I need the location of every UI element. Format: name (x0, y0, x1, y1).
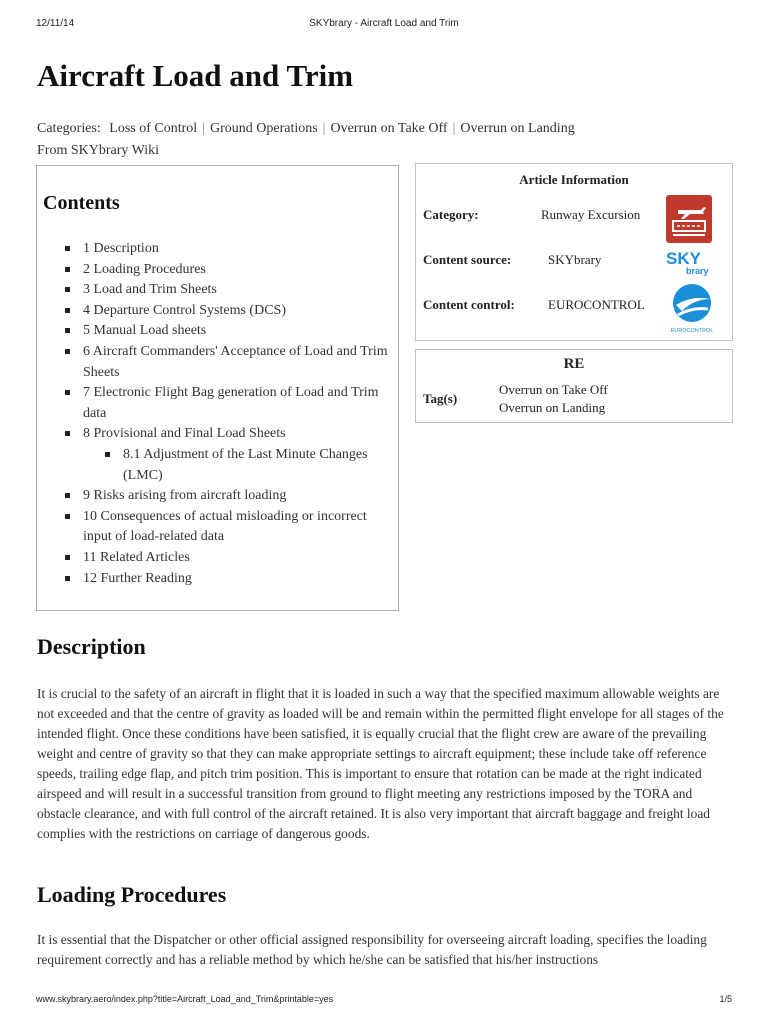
page-title: Aircraft Load and Trim (37, 58, 354, 93)
toc-item-consequences[interactable]: 10 Consequences of actual misloading or incorrect input of load-related data (37, 507, 398, 548)
category-separator: | (322, 121, 326, 136)
category-link-ground-operations[interactable]: Ground Operations (209, 121, 318, 136)
tags-box (415, 349, 733, 423)
tag-link-overrun-take-off[interactable]: Overrun on Take Off (499, 382, 608, 397)
content-control-label: Content control: (423, 297, 515, 312)
table-of-contents (36, 165, 399, 611)
source-note: From SKYbrary Wiki (37, 143, 160, 158)
toc-item-provisional-final[interactable]: 8 Provisional and Final Load Sheets (37, 424, 398, 445)
toc-item-risks[interactable]: 9 Risks arising from aircraft loading (37, 486, 398, 507)
category-separator: | (452, 121, 456, 136)
eurocontrol-logo[interactable] (664, 281, 716, 335)
toc-item-commanders-acceptance[interactable]: 6 Aircraft Commanders' Acceptance of Load and Trim Sheets (37, 342, 398, 383)
infobox-title: Article Information (519, 172, 629, 187)
category-value-link[interactable]: Runway Excursion (541, 207, 641, 222)
print-date: 12/11/14 (36, 18, 75, 29)
tags-label: Tag(s) (423, 391, 458, 406)
skybrary-logo[interactable] (664, 240, 716, 284)
category-links (37, 121, 575, 137)
toc-item-load-trim-sheets[interactable]: 3 Load and Trim Sheets (37, 280, 398, 301)
skybrary-logo-sub: brary (686, 266, 709, 276)
tags-values (499, 381, 608, 417)
category-label: Category: (423, 207, 479, 222)
eurocontrol-logo-text: EUROCONTROL (670, 328, 714, 334)
toc-item-manual-load-sheets[interactable]: 5 Manual Load sheets (37, 321, 398, 342)
runway-excursion-icon[interactable] (664, 195, 716, 239)
loading-procedures-heading: Loading Procedures (37, 882, 227, 907)
description-paragraph: It is crucial to the safety of an aircraft in flight that it is loaded in such a way that the specified maximum allowable weights are not exceeded and that the centre of gravity as loaded will be and remain within the permitted flight envelope for all stages of the intended flight. Once these conditions have been satisfied, it is equally crucial that the flight crew are aware of the prevailing weight and centre of gravity so that they can make appropriate settings to aircraft equipment; these include take off reference speeds, trailing edge flap, and pitch trim position. This is important to ensure that rotation can be made at the right indicated airspeed and will result in a successful transition from ground to flight meeting any restrictions imposed by the TORA and obstacle clearance, and with full control of the aircraft retained. It is also very important that aircraft baggage and freight load complies with the restrictions on carriage of dangerous goods. (37, 686, 724, 841)
toc-item-loading-procedures[interactable]: 2 Loading Procedures (37, 260, 398, 281)
skybrary-logo-text: SKY (666, 249, 701, 268)
infobox-row-control (423, 285, 726, 339)
page-number: 1/5 (719, 994, 732, 1004)
toc-item-efb-generation[interactable]: 7 Electronic Flight Bag generation of Load and Trim data (37, 383, 398, 424)
toc-item-further-reading[interactable]: 12 Further Reading (37, 569, 398, 590)
content-source-link[interactable]: SKYbrary (548, 252, 602, 267)
tags-title: RE (563, 356, 585, 372)
loading-procedures-paragraph: It is essential that the Dispatcher or other official assigned responsibility for overseeing aircraft loading, specifies the loading requirement correctly and has a reliable method by which he/she can be satisfied that his/her instructions (37, 932, 707, 967)
toc-heading: Contents (43, 192, 120, 214)
print-url: www.skybrary.aero/index.php?title=Aircraft_Load_and_Trim&printable=yes (36, 994, 334, 1004)
article-information-box (415, 163, 733, 341)
category-link-overrun-take-off[interactable]: Overrun on Take Off (330, 121, 448, 136)
infobox-row-category (423, 195, 726, 239)
infobox-row-source (423, 240, 726, 284)
categories-label: Categories: (37, 121, 101, 136)
toc-item-related-articles[interactable]: 11 Related Articles (37, 548, 398, 569)
toc-item-dcs[interactable]: 4 Departure Control Systems (DCS) (37, 301, 398, 322)
category-link-overrun-landing[interactable]: Overrun on Landing (460, 121, 575, 136)
content-source-label: Content source: (423, 252, 512, 267)
tag-link-overrun-landing[interactable]: Overrun on Landing (499, 400, 606, 415)
category-link-loss-of-control[interactable]: Loss of Control (109, 121, 198, 136)
description-heading: Description (37, 634, 146, 659)
toc-item-description[interactable]: 1 Description (37, 239, 398, 260)
content-control-link[interactable]: EUROCONTROL (548, 297, 645, 312)
print-title: SKYbrary - Aircraft Load and Trim (309, 18, 459, 29)
toc-item-lmc[interactable]: 8.1 Adjustment of the Last Minute Changes (LMC) (37, 445, 398, 486)
category-separator: | (202, 121, 205, 136)
toc-list (37, 239, 398, 589)
